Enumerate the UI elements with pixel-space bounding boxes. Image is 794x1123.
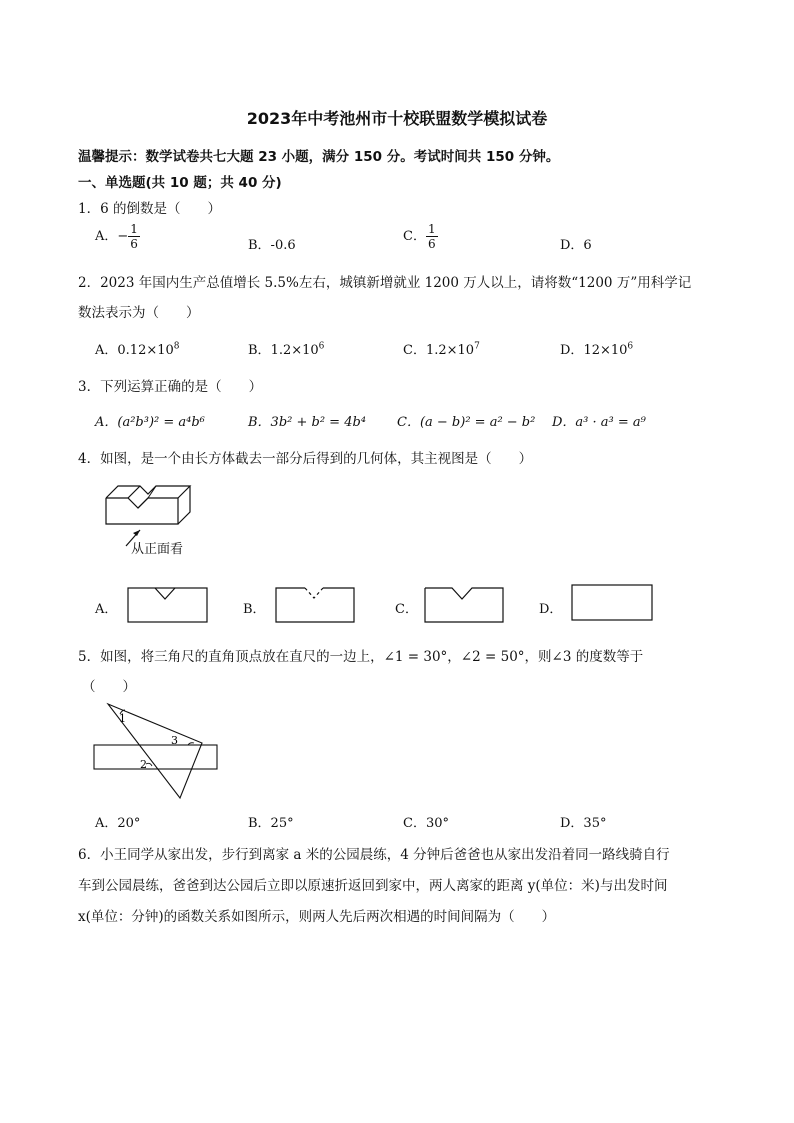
q5-ruler-triangle-figure (90, 700, 222, 802)
notice: 温馨提示：数学试卷共七大题 23 小题，满分 150 分。考试时间共 150 分钟。 (78, 149, 560, 165)
angle-3-label: 3 (171, 734, 178, 747)
q2-d-base: 12×10 (583, 343, 628, 358)
q5-stem-line1: 5．如图，将三角尺的直角顶点放在直尺的一边上，∠1 = 30°，∠2 = 50°，则∠3 的度数等于 (78, 649, 644, 665)
q1-option-c[interactable] (403, 222, 438, 251)
q4-option-d-view (571, 584, 655, 622)
q1-option-a-label: A． (95, 229, 118, 244)
q4-option-b-view (275, 587, 357, 624)
q2-b-base: 1.2×10 (270, 343, 319, 358)
q2-d-exponent: 6 (627, 341, 634, 352)
q5-option-a[interactable]: A．20° (95, 816, 141, 831)
q1-option-d[interactable]: D．6 (560, 238, 592, 253)
q2-stem-line2: 数法表示为（ ） (78, 305, 200, 321)
q1-a-numerator: 1 (130, 222, 138, 236)
q1-c-numerator: 1 (427, 222, 436, 236)
q1-option-b[interactable]: B．-0.6 (248, 238, 296, 253)
q3-option-c[interactable]: C．(a − b)² = a² − b² (397, 415, 536, 430)
q5-option-d[interactable]: D．35° (560, 816, 607, 831)
q1-c-fraction (426, 222, 438, 251)
q2-a-base: 0.12×10 (117, 343, 174, 358)
q6-stem-line2: 车到公园晨练，爸爸到达公园后立即以原速折返回到家中，两人离家的距离 y(单位：米)与出发时间 (78, 878, 668, 894)
q1-option-a[interactable] (95, 222, 140, 251)
exam-title: 2023年中考池州市十校联盟数学模拟试卷 (246, 109, 548, 128)
q2-option-c[interactable] (403, 339, 480, 358)
q4-option-d-label[interactable]: D． (539, 602, 563, 617)
angle-2-label: 2 (140, 758, 147, 771)
q2-option-d-label: D． (560, 343, 584, 358)
q2-a-exponent: 8 (173, 341, 180, 352)
q3-option-a[interactable]: A．(a²b³)² = a⁴b⁶ (95, 415, 205, 430)
q4-stem: 4．如图，是一个由长方体截去一部分后得到的几何体，其主视图是（ ） (78, 451, 533, 467)
q6-stem-line3: x(单位：分钟)的函数关系如图所示，则两人先后两次相遇的时间间隔为（ ） (78, 909, 556, 925)
q1-stem: 1．6 的倒数是（ ） (78, 201, 221, 217)
q4-option-c-view (424, 587, 506, 624)
q2-option-a-label: A． (95, 343, 118, 358)
q5-stem-line2: （ ） (82, 679, 136, 695)
q2-option-b-label: B． (248, 343, 271, 358)
q1-c-denominator: 6 (427, 237, 436, 251)
angle-1-label: 1 (119, 712, 126, 725)
q2-option-b[interactable] (248, 339, 324, 358)
q4-option-c-label[interactable]: C． (395, 602, 418, 617)
q5-option-c[interactable]: C．30° (403, 816, 449, 831)
q1-a-sign: − (117, 229, 129, 244)
q2-c-exponent: 7 (474, 341, 480, 352)
q2-option-d[interactable] (560, 339, 633, 358)
q1-a-fraction (128, 222, 140, 251)
q4-option-b-label[interactable]: B． (243, 602, 266, 617)
section-heading: 一、单选题(共 10 题；共 40 分) (78, 175, 282, 191)
q4-option-a-label[interactable]: A． (95, 602, 118, 617)
q3-option-d[interactable]: D．a³ · a³ = a⁹ (552, 415, 646, 430)
q2-b-exponent: 6 (318, 341, 325, 352)
q6-stem-line1: 6．小王同学从家出发，步行到离家 a 米的公园晨练，4 分钟后爸爸也从家出发沿着同一路线骑自行 (78, 847, 670, 863)
q4-option-a-view (127, 587, 209, 624)
q5-option-b[interactable]: B．25° (248, 816, 294, 831)
q4-view-label: 从正面看 (131, 542, 184, 557)
q2-stem-line1: 2．2023 年国内生产总值增长 5.5%左右，城镇新增就业 1200 万人以上，请将数“1200 万”用科学记 (78, 275, 692, 291)
q2-option-c-label: C． (403, 343, 426, 358)
q3-stem: 3．下列运算正确的是（ ） (78, 379, 263, 395)
q3-option-b[interactable]: B．3b² + b² = 4b⁴ (248, 415, 367, 430)
q2-option-a[interactable] (95, 339, 180, 358)
q2-c-base: 1.2×10 (425, 343, 475, 358)
q1-option-c-label: C． (403, 229, 426, 244)
q1-a-denominator: 6 (130, 237, 138, 251)
